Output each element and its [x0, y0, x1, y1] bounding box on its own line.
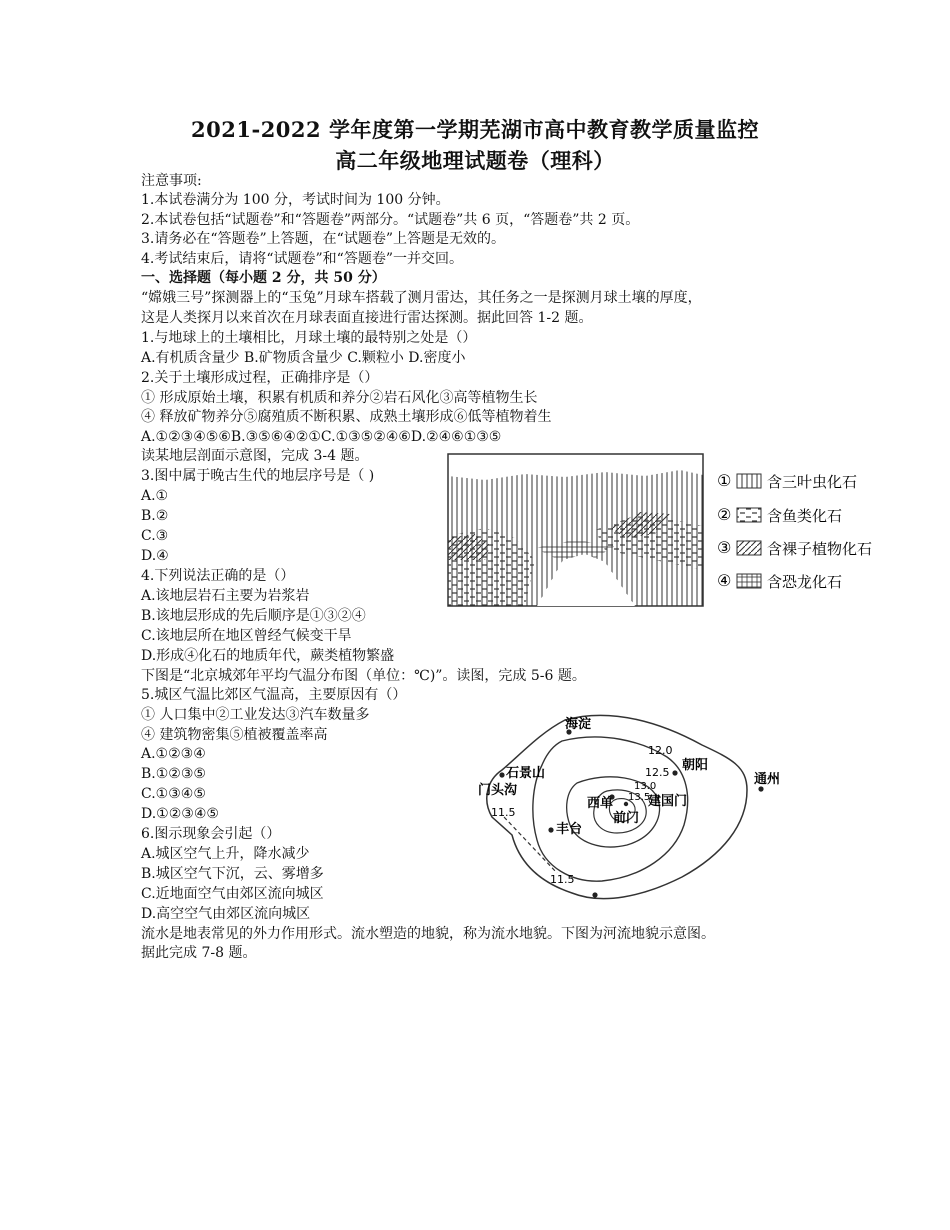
legend-number: ②	[717, 505, 732, 524]
legend-number: ④	[717, 571, 732, 590]
intro-text: 据此完成 7-8 题。	[141, 945, 257, 961]
option: C.近地面空气由郊区流向城区	[141, 886, 324, 902]
notice-item: 1.本试卷满分为 100 分，考试时间为 100 分钟。	[141, 192, 450, 208]
strata-figure	[445, 450, 885, 612]
place-label: 丰台	[556, 822, 583, 837]
option: D.①②③④⑤	[141, 806, 219, 822]
question-5-stem: 5.城区气温比郊区气温高，主要原因有（）	[141, 687, 407, 703]
place-label: 石景山	[506, 766, 546, 781]
place-label: 海淀	[565, 717, 592, 732]
legend-label: 含鱼类化石	[767, 507, 843, 525]
exam-title-line1: 2021-2022 学年度第一学期芜湖市高中教育教学质量监控	[191, 117, 759, 142]
legend-swatch-4	[737, 574, 761, 588]
section-heading: 一、选择题（每小题 2 分，共 50 分）	[141, 270, 386, 286]
place-label: 门头沟	[478, 783, 518, 798]
notice-item: 3.请务必在“答题卷”上答题，在“试题卷”上答题是无效的。	[141, 231, 505, 247]
option: C.③	[141, 528, 169, 544]
question-1-stem: 1.与地球上的土壤相比，月球土壤的最特别之处是（）	[141, 330, 477, 346]
isotherm-label: 13.5	[628, 792, 651, 803]
intro-text: 读某地层剖面示意图，完成 3-4 题。	[141, 448, 369, 464]
isotherm-label: 12.0	[648, 744, 673, 757]
legend-swatch-2	[737, 508, 761, 522]
legend-swatch-3	[737, 541, 761, 555]
location-dot	[758, 786, 763, 791]
place-label: 朝阳	[682, 758, 709, 773]
exam-title-line2: 高二年级地理试题卷（理科）	[335, 148, 615, 173]
isotherm-label: 11.5	[550, 873, 575, 886]
option: B.①②③⑤	[141, 766, 206, 782]
place-label: 建国门	[648, 794, 688, 809]
question-2-stem: 2.关于土壤形成过程，正确排序是（）	[141, 370, 379, 386]
isotherm-11-5-outer	[487, 715, 747, 898]
place-label: 西单	[587, 796, 614, 811]
option: C.①③④⑤	[141, 786, 206, 802]
isotherm-dashed	[504, 817, 557, 873]
legend-number: ①	[717, 471, 732, 490]
location-dot	[548, 827, 553, 832]
notice-item: 4.考试结束后，请将“试题卷”和“答题卷”一并交回。	[141, 251, 463, 267]
question-5-text: ① 人口集中②工业发达③汽车数量多	[141, 707, 370, 723]
intro-text: “嫦娥三号”探测器上的“玉兔”月球车搭载了测月雷达，其任务之一是探测月球土壤的厚度，	[141, 290, 702, 306]
option: A.①	[141, 488, 169, 504]
option: A.城区空气上升，降水减少	[141, 846, 310, 862]
question-2-text: ① 形成原始土壤，积累有机质和养分②岩石风化③高等植物生长	[141, 390, 538, 406]
location-dot	[672, 770, 677, 775]
question-5-text: ④ 建筑物密集⑤植被覆盖率高	[141, 727, 328, 743]
question-4-stem: 4.下列说法正确的是（）	[141, 568, 295, 584]
legend-label: 含恐龙化石	[767, 573, 843, 591]
question-2-options: A.①②③④⑤⑥B.③⑤⑥④②①C.①③⑤②④⑥D.②④⑥①③⑤	[141, 429, 502, 445]
option: B.城区空气下沉，云、雾增多	[141, 866, 324, 882]
question-1-options: A.有机质含量少 B.矿物质含量少 C.颗粒小 D.密度小	[141, 350, 466, 366]
option: C.该地层所在地区曾经气候变干旱	[141, 628, 352, 644]
location-dot	[592, 892, 597, 897]
option: B.②	[141, 508, 169, 524]
option: D.高空空气由郊区流向城区	[141, 906, 311, 922]
place-label: 通州	[754, 772, 781, 787]
location-dot	[499, 772, 504, 777]
legend-number: ③	[717, 538, 732, 557]
beijing-temperature-map	[462, 705, 792, 910]
isotherm-label: 13.0	[634, 781, 657, 792]
place-label: 前门	[613, 811, 640, 826]
notice-heading: 注意事项:	[141, 173, 202, 189]
isotherm-label: 12.5	[645, 766, 670, 779]
option: B.该地层形成的先后顺序是①③②④	[141, 608, 366, 624]
intro-text: 下图是“北京城郊年平均气温分布图（单位：℃)”。读图，完成 5-6 题。	[141, 668, 586, 684]
strata-legend	[717, 471, 872, 591]
question-2-text: ④ 释放矿物养分⑤腐殖质不断积累、成熟土壤形成⑥低等植物着生	[141, 409, 552, 425]
legend-swatch-1	[737, 474, 761, 488]
option: D.形成④化石的地质年代，蕨类植物繁盛	[141, 648, 395, 664]
legend-label: 含三叶虫化石	[767, 473, 858, 491]
legend-label: 含裸子植物化石	[767, 540, 873, 558]
question-6-stem: 6.图示现象会引起（）	[141, 826, 281, 842]
intro-text: 流水是地表常见的外力作用形式。流水塑造的地貌，称为流水地貌。下图为河流地貌示意图。	[141, 926, 715, 942]
option: D.④	[141, 548, 169, 564]
option: A.该地层岩石主要为岩浆岩	[141, 588, 310, 604]
question-3-stem: 3.图中属于晚古生代的地层序号是（ )	[141, 468, 375, 484]
option: A.①②③④	[141, 746, 206, 762]
notice-item: 2.本试卷包括“试题卷”和“答题卷”两部分。“试题卷”共 6 页，“答题卷”共 2 页。	[141, 212, 640, 228]
intro-text: 这是人类探月以来首次在月球表面直接进行雷达探测。据此回答 1-2 题。	[141, 310, 593, 326]
isotherm-label: 11.5	[491, 806, 516, 819]
